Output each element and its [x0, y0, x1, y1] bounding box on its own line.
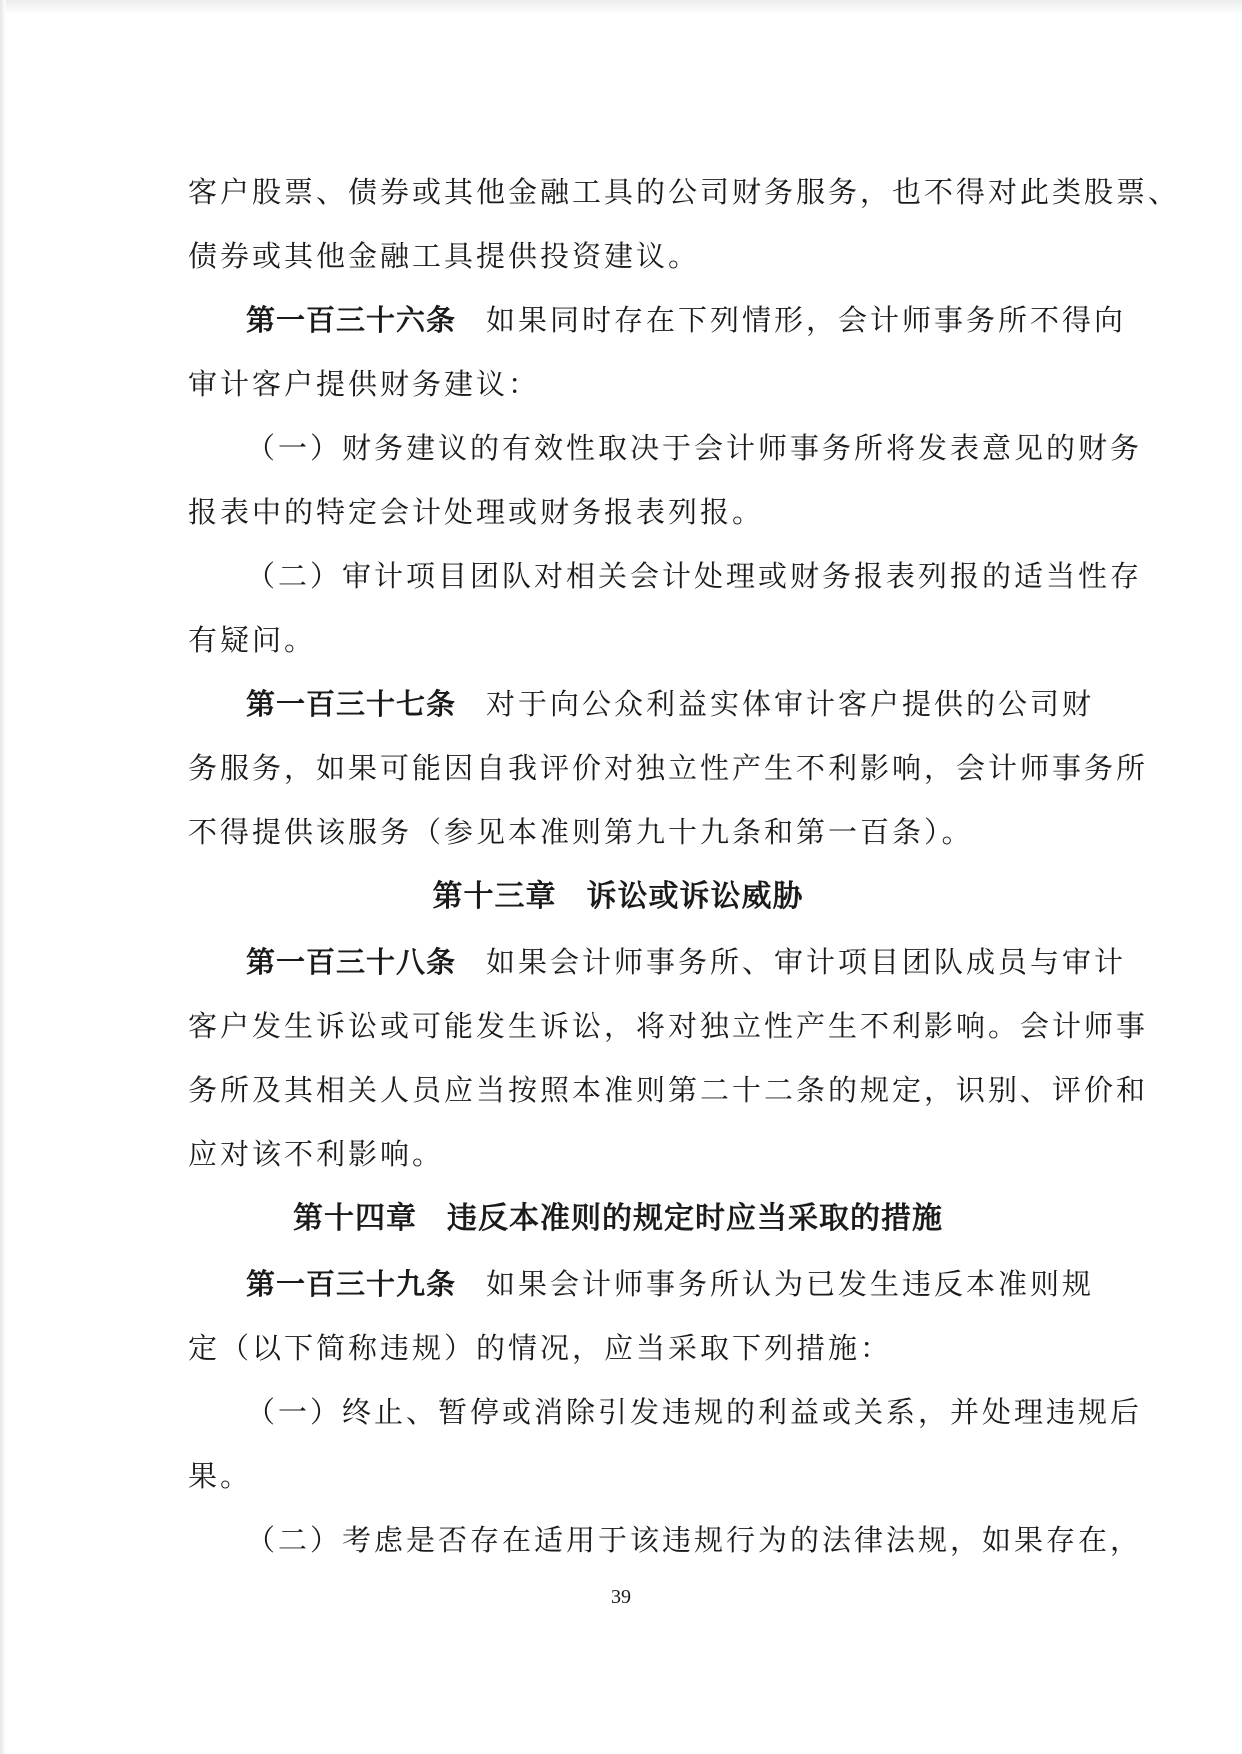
paragraph-continuation [188, 160, 1181, 288]
chapter-heading-13 [188, 864, 1048, 930]
text-line [188, 1252, 1095, 1316]
chapter-title: 违反本准则的规定时应当采取的措施 [447, 1201, 943, 1236]
chapter-title: 诉讼或诉讼威胁 [586, 879, 804, 914]
text-line: 有疑问。 [188, 623, 317, 657]
text-line [188, 288, 1127, 352]
scan-edge-top [0, 0, 1242, 14]
article-number: 第一百三十九条 [246, 1267, 457, 1301]
article-text: 如果同时存在下列情形，会计师事务所不得向 [486, 303, 1127, 337]
article-137 [188, 672, 1149, 864]
text-line: 不得提供该服务（参见本准则第九十九条和第一百条）。 [188, 815, 974, 849]
article-number: 第一百三十八条 [246, 945, 457, 979]
text-line: 务所及其相关人员应当按照本准则第二十二条的规定，识别、评价和 [188, 1073, 1149, 1107]
text-line [188, 672, 1095, 736]
text-line: 审计客户提供财务建议： [188, 367, 541, 401]
text-line: （一）财务建议的有效性取决于会计师事务所将发表意见的财务 [246, 431, 1143, 465]
article-text: 如果会计师事务所认为已发生违反本准则规 [486, 1267, 1095, 1301]
text-line: 客户发生诉讼或可能发生诉讼，将对独立性产生不利影响。会计师事 [188, 1009, 1149, 1043]
article-136 [188, 288, 1127, 416]
text-line: （二）审计项目团队对相关会计处理或财务报表列报的适当性存 [246, 559, 1143, 593]
article-number: 第一百三十七条 [246, 687, 457, 721]
list-item [188, 416, 1143, 544]
list-item [188, 1508, 1143, 1572]
chapter-number: 第十三章 [432, 879, 557, 914]
article-text: 对于向公众利益实体审计客户提供的公司财 [486, 687, 1095, 721]
text-line: 定（以下简称违规）的情况，应当采取下列措施： [188, 1331, 893, 1365]
document-body [188, 160, 1181, 1572]
article-138 [188, 930, 1149, 1186]
text-line: 务服务，如果可能因自我评价对独立性产生不利影响，会计师事务所 [188, 751, 1149, 785]
text-line: 客户股票、债券或其他金融工具的公司财务服务，也不得对此类股票、 [188, 175, 1181, 209]
text-line: 报表中的特定会计处理或财务报表列报。 [188, 495, 765, 529]
text-line: 果。 [188, 1459, 253, 1493]
scan-edge-left [0, 0, 6, 1754]
article-text: 如果会计师事务所、审计项目团队成员与审计 [486, 945, 1127, 979]
text-line: 应对该不利影响。 [188, 1137, 445, 1171]
list-item [188, 544, 1143, 672]
text-line: 债券或其他金融工具提供投资建议。 [188, 239, 701, 273]
chapter-number: 第十四章 [293, 1201, 417, 1236]
text-line [188, 930, 1127, 994]
article-139 [188, 1252, 1095, 1380]
article-number: 第一百三十六条 [246, 303, 457, 337]
text-line: （一）终止、暂停或消除引发违规的利益或关系，并处理违规后 [246, 1395, 1143, 1429]
chapter-heading-14 [188, 1186, 1048, 1252]
text-line: （二）考虑是否存在适用于该违规行为的法律法规，如果存在， [246, 1523, 1143, 1557]
page-number: 39 [611, 1586, 631, 1608]
list-item [188, 1380, 1143, 1508]
